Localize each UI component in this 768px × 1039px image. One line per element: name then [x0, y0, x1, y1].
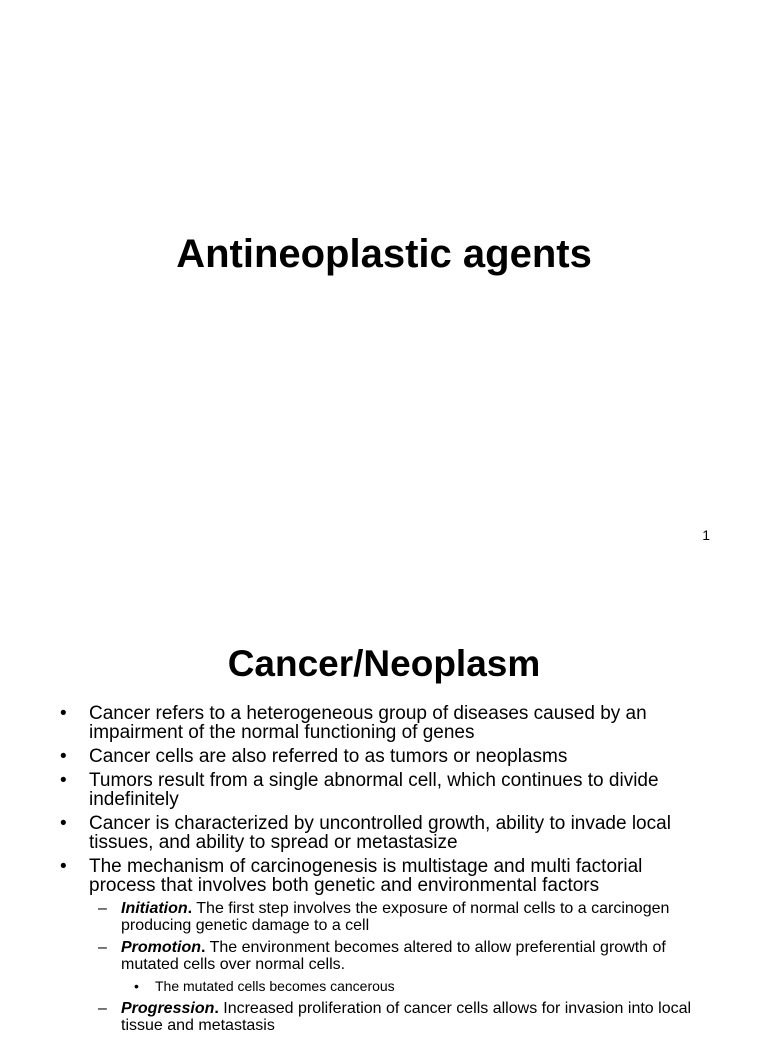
bullet-marker: •	[134, 978, 139, 994]
stage-item-progression	[0, 1000, 768, 1034]
dash-marker: –	[98, 939, 107, 956]
stage-item-promotion	[0, 939, 768, 973]
bullet-text: The mechanism of carcinogenesis is multistage and multi factorial process that involves both genetic and environmental factors	[89, 856, 643, 896]
stage-term-period: .	[201, 939, 206, 956]
stage-term: Promotion	[121, 939, 201, 956]
stage-item-initiation	[0, 900, 768, 934]
stage-term-period: .	[187, 900, 193, 917]
stage-term: Progression	[121, 1000, 215, 1017]
sub-bullet-text: The mutated cells becomes cancerous	[155, 978, 395, 994]
slide-2	[0, 612, 768, 1034]
bullet-item	[0, 814, 768, 852]
stage-text: Increased proliferation of cancer cells allows for invasion into local tissue and metastasis	[121, 1000, 692, 1034]
page-number: 1	[702, 527, 710, 543]
stage-term: Initiation	[121, 900, 188, 917]
slide-title: Antineoplastic agents	[176, 232, 592, 276]
bullet-marker: •	[60, 770, 67, 791]
dash-marker: –	[98, 900, 107, 917]
slide-title: Cancer/Neoplasm	[227, 643, 541, 684]
bullet-marker: •	[60, 703, 67, 724]
bullet-marker: •	[60, 856, 67, 877]
bullet-item	[0, 771, 768, 809]
bullet-text: Cancer refers to a heterogeneous group of diseases caused by an impairment of the normal functioning of genes	[89, 703, 647, 743]
bullet-text: Cancer is characterized by uncontrolled growth, ability to invade local tissues, and ability to spread or metastasize	[89, 813, 671, 853]
bullet-marker: •	[60, 813, 67, 834]
stage-term-period: .	[214, 1000, 219, 1017]
dash-marker: –	[98, 1000, 107, 1017]
sub-bullet-item	[0, 978, 768, 994]
bullet-text: Cancer cells are also referred to as tumors or neoplasms	[89, 746, 568, 767]
bullet-item	[0, 704, 768, 742]
stage-text: The first step involves the exposure of normal cells to a carcinogen producing genetic damage to a cell	[121, 900, 670, 934]
bullet-item	[0, 747, 768, 766]
bullet-text: Tumors result from a single abnormal cell, which continues to divide indefinitely	[89, 770, 659, 810]
stage-text: The environment becomes altered to allow preferential growth of mutated cells over normal cells.	[121, 939, 666, 973]
bullet-item	[0, 857, 768, 895]
bullet-list	[0, 704, 768, 1039]
bullet-marker: •	[60, 746, 67, 767]
